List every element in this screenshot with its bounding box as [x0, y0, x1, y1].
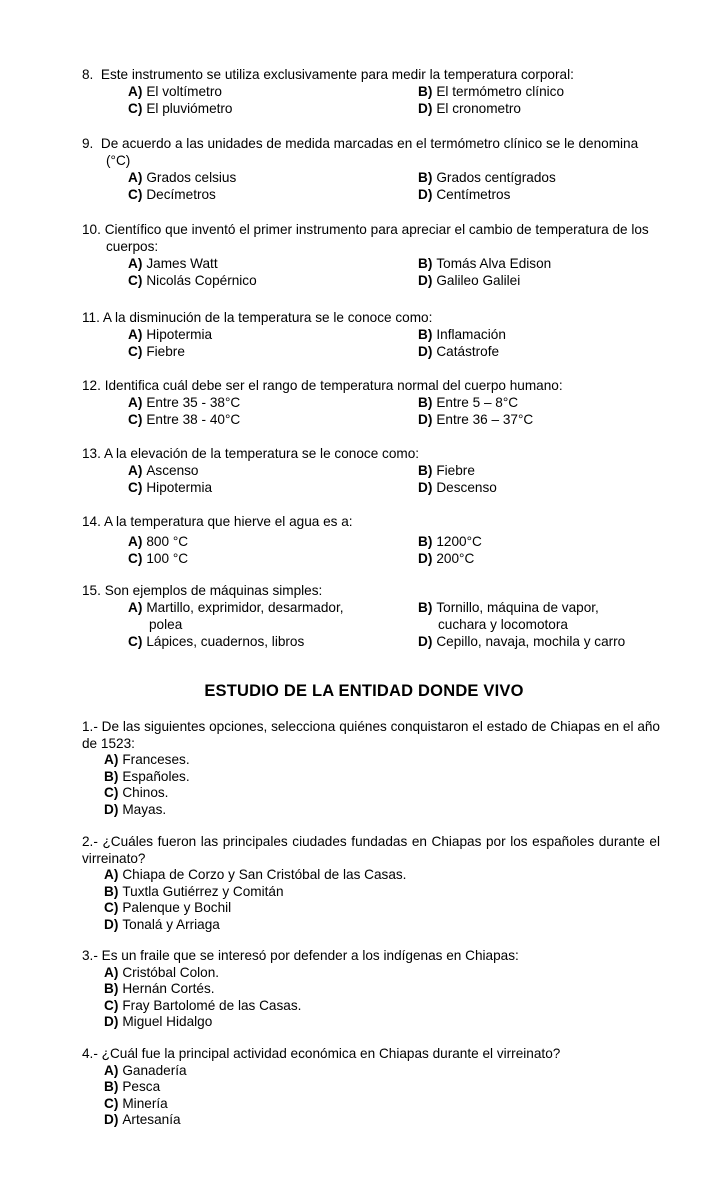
question-11	[82, 309, 662, 360]
option-c[interactable]: C) Hipotermia	[128, 480, 213, 495]
option-a[interactable]: A) El voltímetro	[128, 84, 222, 99]
option-c[interactable]: C) Lápices, cuadernos, libros	[128, 634, 305, 649]
question-number: 9.	[82, 136, 94, 151]
question-text: Identifica cuál debe ser el rango de temperatura normal del cuerpo humano:	[104, 378, 563, 393]
option-a[interactable]: A) Cristóbal Colon.	[104, 964, 220, 980]
question-text: 2.- ¿Cuáles fueron las principales ciudades fundadas en Chiapas por los españoles durante el virreinato?	[82, 834, 660, 866]
option-c[interactable]: C) Chinos.	[104, 785, 169, 800]
question-text: 4.- ¿Cuál fue la principal actividad económica en Chiapas durante el virreinato?	[82, 1046, 561, 1061]
options	[82, 326, 662, 360]
option-b[interactable]: B) Tornillo, máquina de vapor, cuchara y locomotora	[418, 600, 599, 632]
option-c[interactable]: C) Decímetros	[128, 187, 216, 202]
option-d[interactable]: D) Entre 36 – 37°C	[418, 412, 534, 427]
option-d[interactable]: D) Tonalá y Arriaga	[104, 916, 220, 932]
options	[82, 83, 662, 117]
option-d[interactable]: D) Galileo Galilei	[418, 273, 521, 288]
option-c[interactable]: C) Fiebre	[128, 344, 185, 359]
question-text: De acuerdo a las unidades de medida marcadas en el termómetro clínico se le denomina (°C)	[100, 136, 639, 168]
option-d[interactable]: D) Cepillo, navaja, mochila y carro	[418, 634, 626, 649]
question-text: A la temperatura que hierve el agua es a:	[103, 514, 353, 529]
option-d[interactable]: D) Artesanía	[104, 1112, 181, 1127]
question-8	[82, 66, 662, 117]
options	[82, 533, 662, 567]
option-b[interactable]: B) Tuxtla Gutiérrez y Comitán	[104, 883, 284, 899]
option-a[interactable]: A) Ganadería	[104, 1062, 187, 1078]
option-a[interactable]: A) Chiapa de Corzo y San Cristóbal de las Casas.	[104, 867, 407, 882]
option-a[interactable]: A) Grados celsius	[128, 170, 237, 185]
option-c[interactable]: C) Palenque y Bochil	[104, 900, 232, 915]
option-c[interactable]: C) Entre 38 - 40°C	[128, 412, 241, 427]
section-question-2	[82, 834, 660, 933]
option-a[interactable]: A) James Watt	[128, 256, 218, 271]
question-12	[82, 377, 662, 428]
options	[82, 255, 662, 289]
option-b[interactable]: B) Españoles.	[104, 768, 190, 784]
option-a[interactable]: A) Franceses.	[104, 752, 190, 767]
question-number: 12.	[82, 378, 101, 393]
option-b[interactable]: B) Grados centígrados	[418, 170, 556, 185]
options	[82, 462, 662, 496]
option-b[interactable]: B) Pesca	[104, 1079, 161, 1094]
option-a[interactable]: A) Ascenso	[128, 463, 199, 478]
option-a[interactable]: A) Entre 35 - 38°C	[128, 395, 241, 410]
section-question-3	[82, 948, 660, 1031]
option-b[interactable]: B) 1200°C	[418, 534, 482, 549]
question-text: 1.- De las siguientes opciones, selecciona quiénes conquistaron el estado de Chiapas en el año de 1523:	[82, 719, 660, 751]
section-question-4	[82, 1046, 660, 1129]
question-number: 11.	[82, 310, 100, 325]
option-d[interactable]: D) Mayas.	[104, 801, 167, 817]
question-15	[82, 582, 662, 650]
question-13	[82, 445, 662, 496]
option-b[interactable]: B) Fiebre	[418, 463, 475, 478]
question-text: Este instrumento se utiliza exclusivamente para medir la temperatura corporal:	[100, 67, 574, 82]
option-b[interactable]: B) Tomás Alva Edison	[418, 256, 552, 271]
option-a[interactable]: A) Hipotermia	[128, 327, 213, 342]
option-c[interactable]: C) Nicolás Copérnico	[128, 273, 257, 288]
question-9	[82, 135, 662, 203]
question-14	[82, 513, 662, 567]
option-c[interactable]: C) 100 °C	[128, 551, 189, 566]
option-d[interactable]: D) El cronometro	[418, 101, 521, 116]
question-text: A la disminución de la temperatura se le conoce como:	[102, 310, 433, 325]
option-b[interactable]: B) Hernán Cortés.	[104, 981, 215, 996]
question-10	[82, 221, 662, 289]
question-number: 14.	[82, 514, 101, 529]
option-a[interactable]: A) Martillo, exprimidor, desarmador, polea	[128, 600, 344, 632]
question-text: 3.- Es un fraile que se interesó por defender a los indígenas en Chiapas:	[82, 948, 519, 963]
question-text: Son ejemplos de máquinas simples:	[104, 583, 323, 598]
option-c[interactable]: C) Minería	[104, 1095, 168, 1111]
option-d[interactable]: D) 200°C	[418, 551, 475, 566]
options	[82, 169, 662, 203]
option-b[interactable]: B) Entre 5 – 8°C	[418, 395, 519, 410]
option-d[interactable]: D) Centímetros	[418, 187, 511, 202]
question-number: 13.	[82, 446, 101, 461]
question-number: 10.	[82, 222, 101, 237]
option-d[interactable]: D) Descenso	[418, 480, 497, 495]
option-b[interactable]: B) Inflamación	[418, 327, 506, 342]
option-d[interactable]: D) Catástrofe	[418, 344, 500, 359]
question-text: Científico que inventó el primer instrumento para apreciar el cambio de temperatura de los cuerpos:	[104, 222, 649, 254]
option-a[interactable]: A) 800 °C	[128, 534, 189, 549]
option-b[interactable]: B) El termómetro clínico	[418, 84, 565, 99]
option-d[interactable]: D) Miguel Hidalgo	[104, 1014, 213, 1029]
question-number: 8.	[82, 67, 94, 82]
option-c[interactable]: C) El pluviómetro	[128, 101, 233, 116]
options	[82, 394, 662, 428]
question-text: A la elevación de la temperatura se le conoce como:	[103, 446, 420, 461]
section-title: ESTUDIO DE LA ENTIDAD DONDE VIVO	[204, 682, 524, 700]
options	[82, 599, 662, 650]
section-question-1	[82, 719, 660, 818]
option-c[interactable]: C) Fray Bartolomé de las Casas.	[104, 997, 302, 1013]
question-number: 15.	[82, 583, 101, 598]
